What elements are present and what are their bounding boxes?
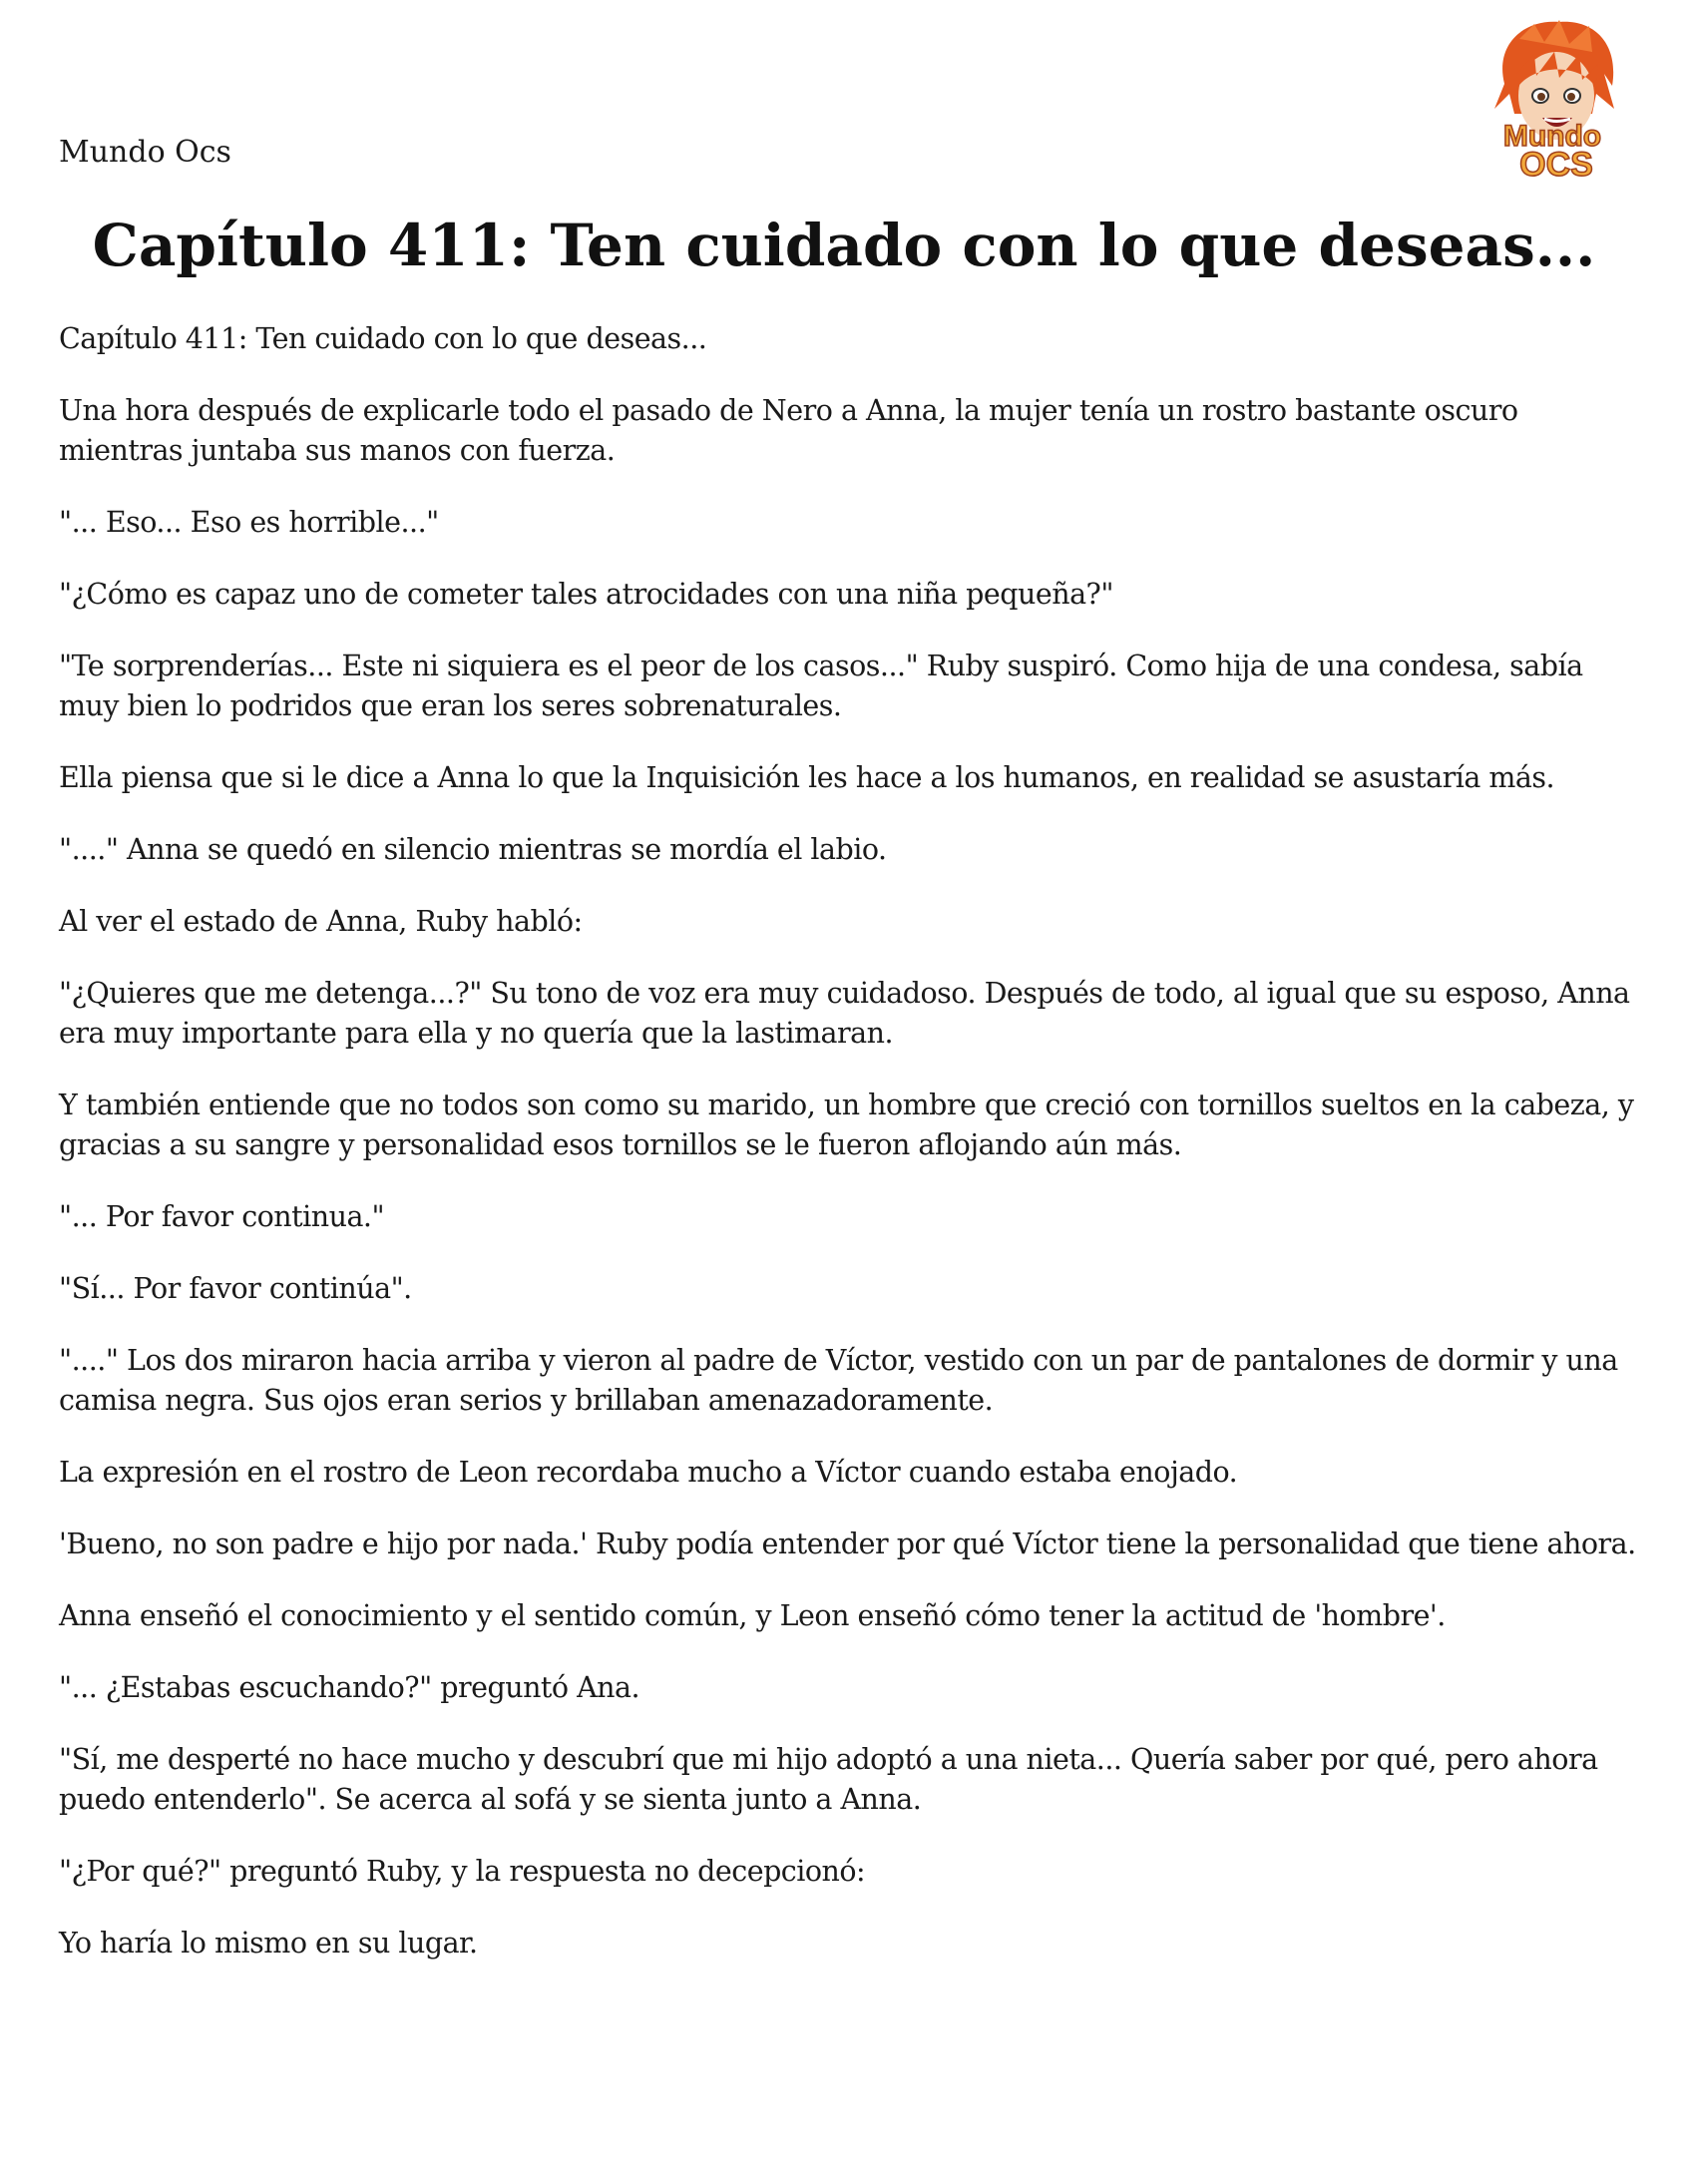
paragraph: "... ¿Estabas escuchando?" preguntó Ana. [59,1671,640,1704]
paragraph: Ella piensa que si le dice a Anna lo que la Inquisición les hace a los humanos, en realidad se asustaría más. [59,761,1555,794]
paragraph: La expresión en el rostro de Leon recordaba mucho a Víctor cuando estaba enojado. [59,1456,1238,1489]
paragraph: Al ver el estado de Anna, Ruby habló: [59,905,583,938]
site-name: Mundo Ocs [59,135,231,170]
paragraph: Y también entiende que no todos son como su marido, un hombre que creció con tornillos sueltos en la cabeza, y gracias a su sangre y personalidad esos tornillos se le fueron aflojando aún más. [59,1089,1634,1161]
paragraph: 'Bueno, no son padre e hijo por nada.' Ruby podía entender por qué Víctor tiene la personalidad que tiene ahora. [59,1528,1636,1560]
mundo-ocs-logo [1465,14,1640,184]
paragraph: "...." Anna se quedó en silencio mientras se mordía el labio. [59,833,887,866]
logo-text-top: Mundo [1502,120,1602,153]
paragraph: Capítulo 411: Ten cuidado con lo que deseas... [59,322,707,355]
paragraph: "¿Quieres que me detenga...?" Su tono de voz era muy cuidadoso. Después de todo, al igual que su esposo, Anna era muy importante para ella y no quería que la lastimaran. [59,977,1630,1050]
paragraph: "...." Los dos miraron hacia arriba y vieron al padre de Víctor, vestido con un par de pantalones de dormir y una camisa negra. Sus ojos eran serios y brillaban amenazadoramente. [59,1344,1618,1417]
paragraph: "... Eso... Eso es horrible..." [59,506,439,539]
paragraph: "¿Por qué?" preguntó Ruby, y la respuesta no decepcionó: [59,1855,866,1888]
paragraph: "Sí, me desperté no hace mucho y descubrí que mi hijo adoptó a una nieta... Quería saber por qué, pero ahora puedo entenderlo". Se acerca al sofá y se sienta junto a Anna. [59,1743,1598,1816]
chapter-body [59,319,1645,1995]
paragraph: "Sí... Por favor continúa". [59,1272,412,1305]
logo-text-bottom: OCS [1519,146,1593,184]
paragraph: Anna enseñó el conocimiento y el sentido común, y Leon enseñó cómo tener la actitud de 'hombre'. [59,1599,1446,1632]
paragraph: "Te sorprenderías... Este ni siquiera es el peor de los casos..." Ruby suspiró. Como hija de una condesa, sabía muy bien lo podridos que eran los seres sobrenaturales. [59,650,1583,722]
paragraph: Una hora después de explicarle todo el pasado de Nero a Anna, la mujer tenía un rostro bastante oscuro mientras juntaba sus manos con fuerza. [59,394,1518,467]
paragraph: "¿Cómo es capaz uno de cometer tales atrocidades con una niña pequeña?" [59,578,1113,611]
paragraph: "... Por favor continua." [59,1200,385,1233]
chapter-title: Capítulo 411: Ten cuidado con lo que deseas... [92,212,1596,279]
paragraph: Yo haría lo mismo en su lugar. [59,1927,478,1960]
